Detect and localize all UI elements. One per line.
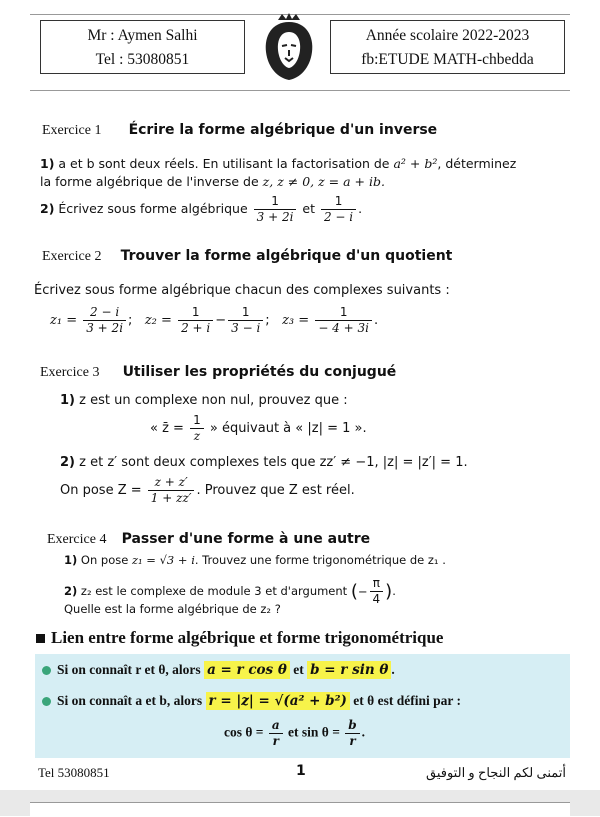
- lien-l1-and: et: [293, 662, 304, 677]
- lien-l1-a: Si on connaît r et θ, alors: [57, 662, 201, 677]
- ex1-q1-line2: [40, 174, 385, 189]
- ex1-q1-line1: [40, 156, 516, 171]
- ex2-minus: −: [215, 313, 227, 328]
- ex2-heading: [42, 245, 452, 265]
- ex2-z1-frac: $\frac{2 - i}{3 + 2i}$: [83, 305, 126, 336]
- ex4-arg-frac: $\frac{\pi}{4}$: [370, 576, 384, 607]
- ex1-heading: [42, 119, 437, 139]
- ex2-z2-lhs: z₂ =: [144, 313, 172, 328]
- ex2-label: Exercice 2: [42, 249, 102, 264]
- lien-l2-a: Si on connaît a et b, alors: [57, 693, 203, 708]
- ex3-title: Utiliser les propriétés du conjugué: [122, 364, 397, 380]
- ex3-q2b-b: . Prouvez que Z est réel.: [196, 483, 355, 498]
- ex1-q1-math-b: z, z ≠ 0, z = a + ib.: [262, 174, 385, 189]
- lien-sin-frac: $\frac{b}{r}$: [345, 718, 359, 749]
- ex2-title: Trouver la forme algébrique d'un quotient: [120, 248, 453, 264]
- header-divider: [30, 90, 570, 91]
- lien-heading: [36, 628, 443, 648]
- ex1-q2-end: .: [358, 201, 363, 216]
- ex3-heading: [40, 361, 396, 381]
- ex2-end: .: [373, 313, 379, 328]
- ex1-frac-1: $\frac{1}{3 + 2i}$: [254, 194, 297, 225]
- ex4-q1-math: z₁ = √3 + i: [131, 553, 195, 567]
- ex3-q1-num: 1): [60, 393, 75, 408]
- lien-l1-end: .: [391, 662, 395, 677]
- ex3-q1-frac: $\frac{1}{z}$: [190, 413, 204, 444]
- page-number: 1: [296, 763, 306, 779]
- ex1-title: Écrire la forme algébrique d'un inverse: [128, 122, 438, 138]
- ex4-q1-num: 1): [64, 553, 78, 567]
- ex3-q2b: [60, 475, 355, 506]
- ex4-q1-a: On pose: [80, 553, 129, 567]
- lien-l3-and: et sin θ =: [288, 724, 340, 740]
- next-page-edge: [30, 802, 570, 817]
- ex4-title: Passer d'une forme à une autre: [121, 531, 371, 547]
- ex1-label: Exercice 1: [42, 123, 102, 138]
- author-name: Mr : Aymen Salhi: [87, 27, 198, 44]
- ex4-heading: [47, 528, 370, 548]
- ex2-intro: Écrivez sous forme algébrique chacun des complexes suivants :: [34, 283, 450, 298]
- ex3-q1-eq-b: » équivaut à « |z| = 1 ».: [209, 421, 367, 436]
- lien-cos-frac: $\frac{a}{r}$: [269, 718, 283, 749]
- ex3-q2-text: z et z′ sont deux complexes tels que zz′ ≠ −1, |z| = |z′| = 1.: [79, 455, 468, 470]
- ex4-q3: Quelle est la forme algébrique de z₂ ?: [64, 602, 281, 616]
- lien-l3-a: cos θ =: [224, 724, 264, 740]
- ex1-q2: [40, 194, 362, 225]
- ex2-sep2: ;: [265, 313, 270, 328]
- ex1-q2-num: 2): [40, 201, 55, 216]
- ex3-q1-eq-a: « z̄ =: [150, 421, 184, 436]
- ex2-sep1: ;: [128, 313, 133, 328]
- ex3-q1-text: z est un complexe non nul, prouvez que :: [79, 393, 348, 408]
- ex3-label: Exercice 3: [40, 365, 100, 380]
- lien-l2-highlight: r = |z| = √(a² + b²): [206, 692, 350, 710]
- lien-l1-highlight-b: b = r sin θ: [307, 661, 391, 679]
- ex4-q2-a: z₂ est le complexe de module 3 et d'argument: [80, 584, 348, 598]
- footer-arabic: أتمنى لكم النجاح و التوفيق: [425, 765, 566, 780]
- footer-tel: Tel 53080851: [38, 765, 110, 780]
- school-year: Année scolaire 2022-2023: [365, 27, 530, 44]
- author-tel: Tel : 53080851: [95, 51, 190, 68]
- ex3-q1-equation: [150, 413, 367, 444]
- lien-l3-end: .: [361, 724, 366, 740]
- ex1-q1-math-a: a² + b²: [393, 156, 438, 171]
- ex2-z2a-frac: $\frac{1}{2 + i}$: [178, 305, 213, 336]
- lien-l1-highlight-a: a = r cos θ: [204, 661, 290, 679]
- lion-logo-icon: [258, 12, 320, 82]
- ex1-q1-text-b: , déterminez: [437, 156, 517, 171]
- ex2-z2b-frac: $\frac{1}{3 - i}$: [228, 305, 263, 336]
- ex1-q1-text-c: la forme algébrique de l'inverse de: [40, 174, 259, 189]
- ex2-equations: [50, 305, 378, 336]
- ex4-q2-num: 2): [64, 584, 78, 598]
- lien-title: Lien entre forme algébrique et forme trigonométrique: [51, 628, 444, 647]
- ex3-q2b-a: On pose Z =: [60, 483, 142, 498]
- ex3-q1: [60, 393, 348, 408]
- ex2-z3-frac: $\frac{1}{- 4 + 3i}$: [315, 305, 372, 336]
- lien-l2-b: et θ est défini par :: [353, 693, 461, 708]
- bullet-dot-icon: [42, 697, 51, 706]
- ex1-q1-text-a: a et b sont deux réels. En utilisant la factorisation de: [58, 156, 390, 171]
- ex1-q2-and: et: [302, 201, 315, 216]
- author-box: [40, 20, 245, 74]
- year-box: [330, 20, 565, 74]
- ex3-q2-num: 2): [60, 455, 75, 470]
- ex4-q1: [64, 553, 446, 567]
- lien-line3: [224, 718, 365, 749]
- ex4-q1-b: . Trouvez une forme trigonométrique de z₁ .: [194, 553, 446, 567]
- lien-line2: [42, 693, 461, 709]
- ex2-z3-lhs: z₃ =: [282, 313, 310, 328]
- ex4-q2-end: .: [392, 584, 396, 598]
- facebook-page: fb:ETUDE MATH-chbedda: [361, 51, 534, 68]
- ex2-z1-lhs: z₁ =: [50, 313, 78, 328]
- lien-line1: [42, 662, 395, 678]
- square-bullet-icon: [36, 634, 45, 643]
- bullet-dot-icon: [42, 666, 51, 675]
- ex4-q2: 2) z₂ est le complexe de module 3 et d'argument (− $\frac{\pi}{4}$ ).: [64, 576, 396, 606]
- ex1-q2-text: Écrivez sous forme algébrique: [58, 201, 248, 216]
- ex4-label: Exercice 4: [47, 532, 107, 547]
- ex3-q2b-frac: $\frac{z + z'}{1 + zz'}$: [148, 475, 195, 506]
- ex1-frac-2: $\frac{1}{2 - i}$: [321, 194, 356, 225]
- ex3-q2: [60, 455, 468, 470]
- ex1-q1-num: 1): [40, 156, 55, 171]
